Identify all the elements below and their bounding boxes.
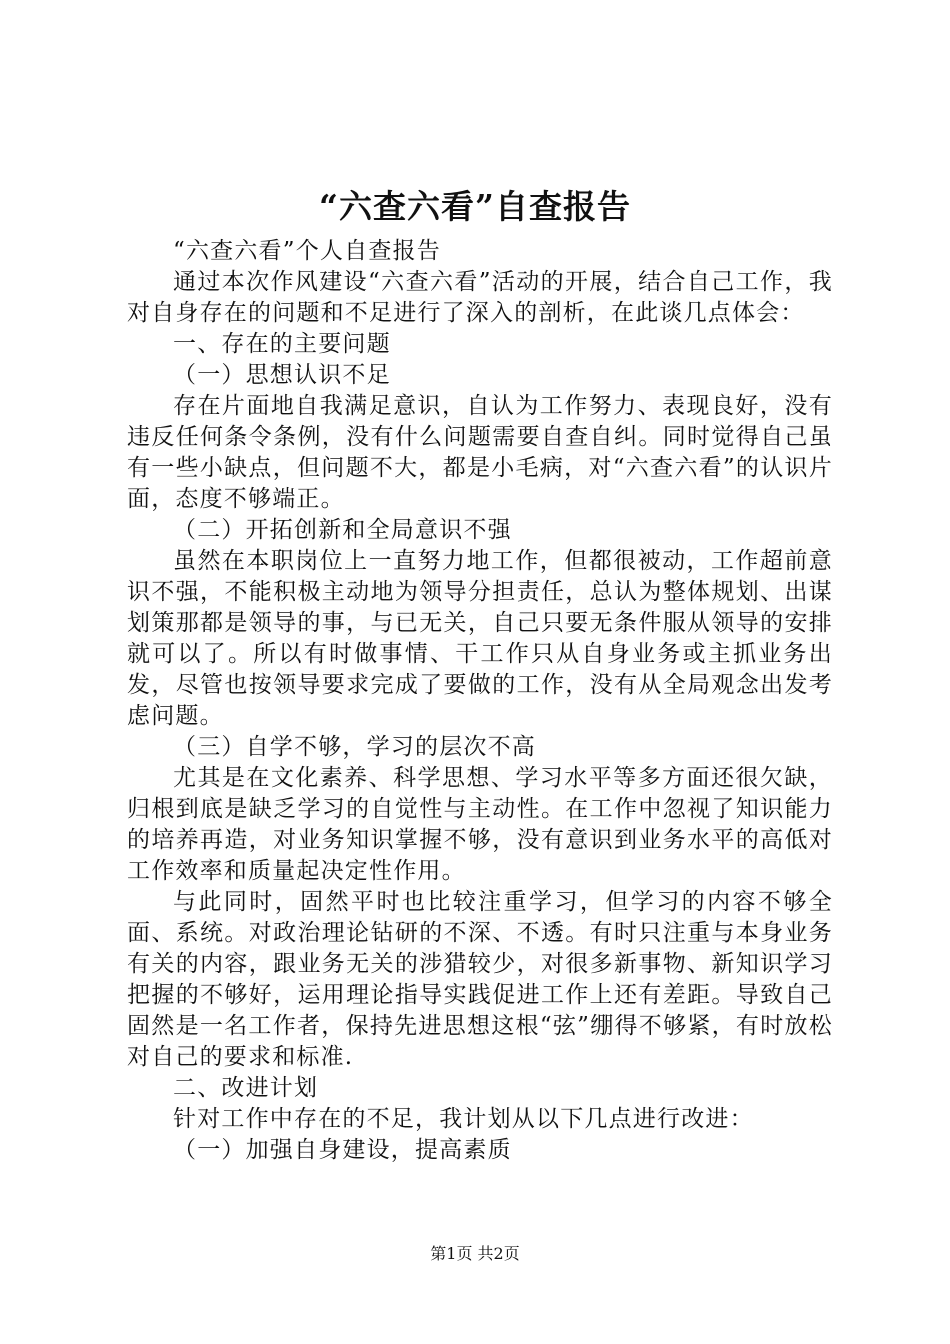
section-heading-plan: 二、改进计划 [173, 1075, 319, 1101]
document-body [127, 236, 833, 1166]
subtitle-paragraph: “六查六看”个人自查报告 [173, 238, 441, 264]
thinking-paragraph: 存在片面地自我满足意识，自认为工作努力、表现良好，没有违反任何条令条例，没有什么问题需要自查自纠。同时觉得自己虽有一些小缺点，但问题不大，都是小毛病，对“六查六看”的认识片面，态度不够端正。 [127, 393, 833, 512]
innovation-paragraph: 虽然在本职岗位上一直努力地工作，但都很被动，工作超前意识不强，不能积极主动地为领导分担责任，总认为整体规划、出谋划策那都是领导的事，与已无关，自己只要无条件服从领导的安排就可以了。所以有时做事情、干工作只从自身业务或主抓业务出发，尽管也按领导要求完成了要做的工作，没有从全局观念出发考虑问题。 [127, 548, 833, 729]
subheading-innovation: （二）开拓创新和全局意识不强 [173, 517, 512, 543]
plan-intro-paragraph: 针对工作中存在的不足，我计划从以下几点进行改进： [173, 1106, 754, 1132]
section-heading-problems: 一、存在的主要问题 [173, 331, 391, 357]
intro-paragraph: 通过本次作风建设“六查六看”活动的开展，结合自己工作，我对自身存在的问题和不足进行了深入的剖析，在此谈几点体会： [127, 269, 833, 326]
subheading-thinking: （一）思想认识不足 [173, 362, 391, 388]
learning-paragraph-2: 与此同时，固然平时也比较注重学习，但学习的内容不够全面、系统。对政治理论钻研的不深、不透。有时只注重与本身业务有关的内容，跟业务无关的涉猎较少，对很多新事物、新知识学习把握的不够好，运用理论指导实践促进工作上还有差距。导致自己固然是一名工作者，保持先进思想这根“弦”绷得不够紧，有时放松对自己的要求和标准. [127, 889, 833, 1070]
document-title: “六查六看”自查报告 [319, 187, 631, 226]
subheading-learning: （三）自学不够，学习的层次不高 [173, 734, 536, 760]
learning-paragraph-1: 尤其是在文化素养、科学思想、学习水平等多方面还很欠缺，归根到底是缺乏学习的自觉性与主动性。在工作中忽视了知识能力的培养再造，对业务知识掌握不够，没有意识到业务水平的高低对工作效率和质量起决定性作用。 [127, 765, 833, 884]
subheading-self-building: （一）加强自身建设，提高素质 [173, 1137, 512, 1163]
page-footer: 第1页 共2页 [430, 1244, 520, 1263]
